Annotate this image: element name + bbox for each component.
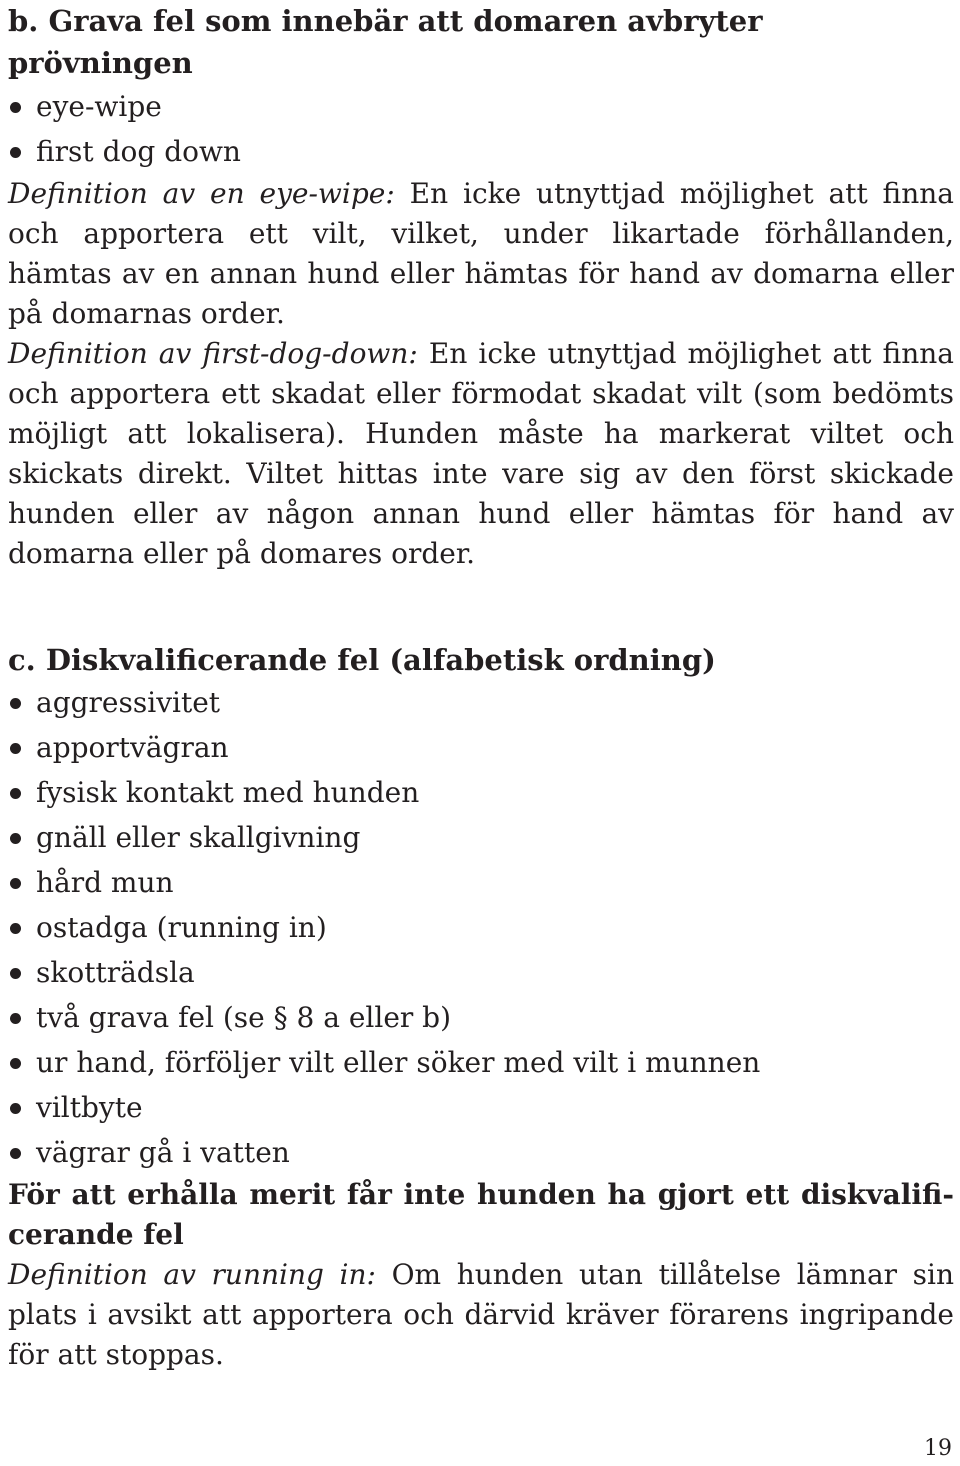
bullet-icon [10, 923, 21, 934]
list-item-text: vägrar gå i vatten [36, 1136, 290, 1169]
list-item-text: apportvägran [36, 731, 229, 764]
definition-text: En icke utnyttjad möjlighet att finna och apportera ett skadat eller förmodat skadat vilt (som bedömts möjligt att lokalisera). Hunden måste ha markerat viltet och skickats direkt. Viltet hittas inte vare sig av den först skickade hunden eller av någon annan hund eller hämtas för hand av domarna eller på domares order. [8, 337, 954, 570]
list-item [8, 680, 954, 725]
bullet-icon [10, 1013, 21, 1024]
list-item-text: ur hand, förföljer vilt eller söker med vilt i munnen [36, 1046, 761, 1079]
list-item-text: ostadga (running in) [36, 911, 327, 944]
definition-label: Definition av running in: [8, 1258, 376, 1291]
bullet-icon [10, 788, 21, 799]
list-item [8, 84, 954, 129]
list-item-text: gnäll eller skallgivning [36, 821, 361, 854]
definition-running-in [8, 1255, 954, 1375]
list-item [8, 860, 954, 905]
list-item-text: två grava fel (se § 8 a eller b) [36, 1001, 452, 1034]
bullet-icon [10, 878, 21, 889]
list-item-text: first dog down [36, 135, 241, 168]
bullet-icon [10, 1103, 21, 1114]
bullet-icon [10, 147, 21, 158]
list-item [8, 905, 954, 950]
list-item [8, 1040, 954, 1085]
list-item [8, 770, 954, 815]
list-item [8, 815, 954, 860]
definition-label: Definition av first-dog-down: [8, 337, 418, 370]
page-number: 19 [924, 1436, 952, 1461]
definition-text: En icke utnyttjad möjlighet att finna och apportera ett vilt, vilket, under likartade förhållanden, hämtas av en annan hund eller hämtas för hand av domarna eller på domarnas order. [8, 177, 954, 330]
list-item [8, 725, 954, 770]
bullet-icon [10, 1148, 21, 1159]
section-b [8, 0, 954, 574]
definition-text: Om hunden utan tillåtelse lämnar sin plats i avsikt att apportera och därvid kräver förarens ingripande för att stoppas. [8, 1258, 955, 1371]
bullet-icon [10, 743, 21, 754]
section-c-bullet-list [8, 680, 954, 1175]
definition-eye-wipe [8, 174, 954, 334]
document-page [8, 0, 955, 1371]
bullet-icon [10, 1058, 21, 1069]
bullet-icon [10, 102, 21, 113]
list-item [8, 950, 954, 995]
section-b-bullet-list [8, 84, 954, 174]
list-item [8, 129, 954, 174]
list-item-text: hård mun [36, 866, 174, 899]
list-item-text: aggressivitet [36, 686, 221, 719]
bullet-icon [10, 698, 21, 709]
list-item-text: fysisk kontakt med hunden [36, 776, 420, 809]
list-item [8, 1130, 954, 1175]
section-b-heading: b. Grava fel som innebär att domaren avbryter prövningen [8, 4, 763, 80]
merit-statement: För att erhålla merit får inte hunden ha gjort ett diskvalificerande fel [8, 1178, 954, 1251]
bullet-icon [10, 833, 21, 844]
list-item [8, 995, 954, 1040]
section-c [8, 640, 954, 1375]
bullet-icon [10, 968, 21, 979]
list-item [8, 1085, 954, 1130]
list-item-text: viltbyte [36, 1091, 143, 1124]
section-c-heading: c. Diskvalificerande fel (alfabetisk ordning) [8, 643, 716, 677]
list-item-text: skotträdsla [36, 956, 195, 989]
list-item-text: eye-wipe [36, 90, 162, 123]
definition-first-dog-down [8, 334, 954, 574]
definition-label: Definition av en eye-wipe: [8, 177, 395, 210]
